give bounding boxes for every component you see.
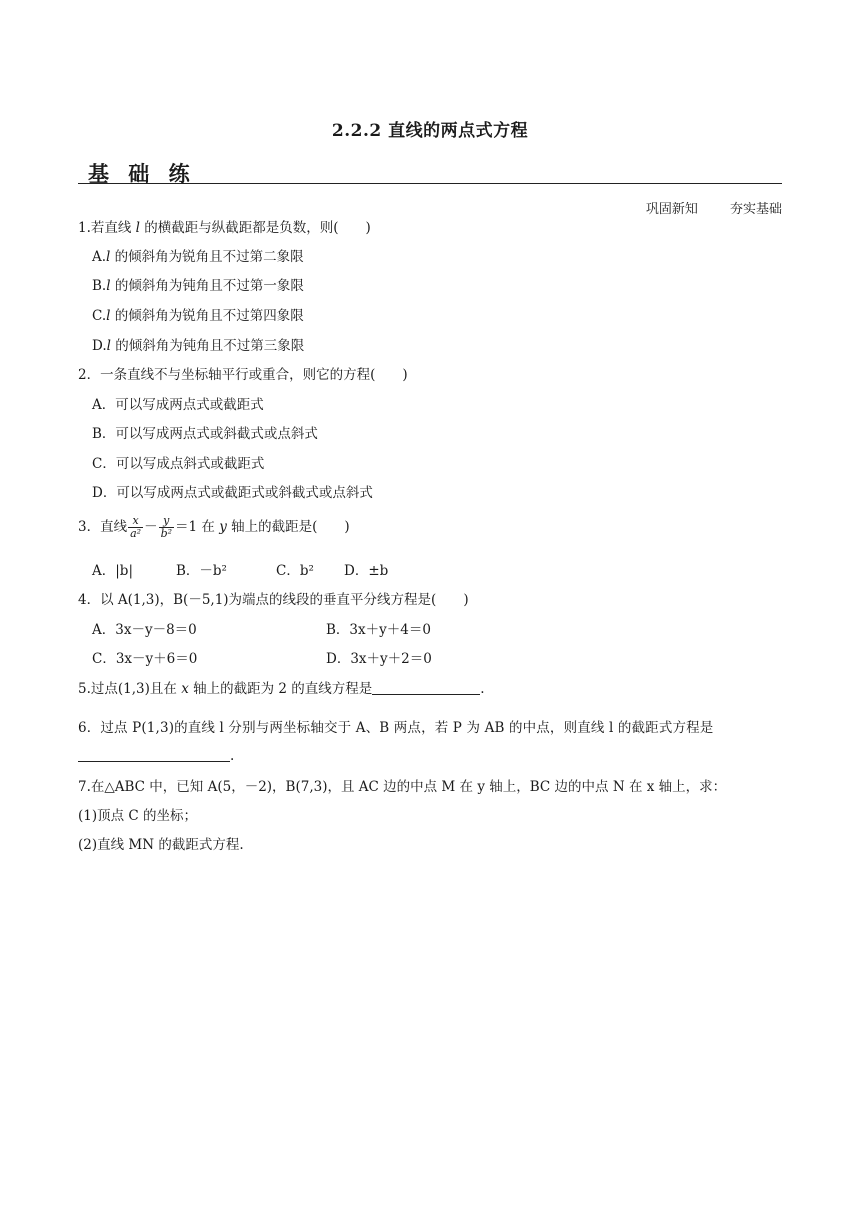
- section-heading: 基 础 练: [88, 162, 196, 186]
- question-2-option-c: C．可以写成点斜式或截距式: [92, 456, 265, 472]
- question-1-option-c: C.l 的倾斜角为锐角且不过第四象限: [92, 308, 304, 324]
- question-2-stem: 2．一条直线不与坐标轴平行或重合，则它的方程( ): [78, 367, 408, 383]
- question-4-option-d: D．3x＋y＋2＝0: [326, 651, 432, 667]
- question-1-option-a: A.l 的倾斜角为锐角且不过第二象限: [92, 249, 304, 265]
- question-6-stem: 6．过点 P(1,3)的直线 l 分别与两坐标轴交于 A、B 两点，若 P 为 AB 的中点，则直线 l 的截距式方程是: [78, 720, 714, 736]
- question-4-option-b: B．3x＋y＋4＝0: [326, 622, 431, 638]
- tagline-1: 巩固新知: [645, 202, 698, 217]
- question-1-stem: 1.若直线 l 的横截距与纵截距都是负数，则( ): [78, 220, 371, 236]
- question-4-option-c: C．3x－y＋6＝0: [92, 651, 198, 667]
- question-2-option-a: A．可以写成两点式或截距式: [92, 397, 264, 413]
- fraction-x-over-a2: $\frac{x}{\text{a²}}$: [130, 514, 142, 540]
- answer-blank[interactable]: [78, 747, 230, 762]
- heading-divider: [78, 183, 782, 184]
- answer-blank[interactable]: [372, 680, 480, 695]
- tagline-2: 夯实基础: [729, 202, 782, 217]
- question-4-stem: 4．以 A(1,3)，B(－5,1)为端点的线段的垂直平分线方程是( ): [78, 592, 469, 608]
- question-5-stem: 5.过点(1,3)且在 x 轴上的截距为 2 的直线方程是 .: [78, 681, 485, 697]
- section-tagline: [618, 198, 782, 217]
- question-6-answer-line: .: [78, 747, 234, 765]
- question-2-option-d: D．可以写成两点式或截距式或斜截式或点斜式: [92, 485, 373, 501]
- question-3-option-c: C．b²: [276, 563, 314, 579]
- question-4-option-a: A．3x－y－8＝0: [92, 622, 197, 638]
- question-1-option-d: D.l 的倾斜角为钝角且不过第三象限: [92, 338, 305, 354]
- question-3-option-a: A．|b|: [92, 563, 133, 579]
- question-7-part-2: (2)直线 MN 的截距式方程.: [78, 837, 244, 853]
- question-3-option-b: B．－b²: [176, 563, 227, 579]
- question-7-stem: 7.在△ABC 中，已知 A(5，－2)，B(7,3)，且 AC 边的中点 M 在 y 轴上，BC 边的中点 N 在 x 轴上，求：: [78, 779, 727, 795]
- question-7-part-1: (1)顶点 C 的坐标；: [78, 808, 198, 824]
- question-3-option-d: D．±b: [344, 563, 389, 579]
- question-3-stem: 3．直线 $\frac{x}{\text{a²}}$ － $\frac{y}{\text{b²}}$ ＝1 在 y 轴上的截距是( ): [78, 514, 350, 540]
- question-1-option-b: B.l 的倾斜角为钝角且不过第一象限: [92, 278, 304, 294]
- fraction-y-over-b2: $\frac{y}{\text{b²}}$: [160, 514, 173, 540]
- question-2-option-b: B．可以写成两点式或斜截式或点斜式: [92, 426, 318, 442]
- page-title: 2.2.2 直线的两点式方程: [331, 121, 529, 141]
